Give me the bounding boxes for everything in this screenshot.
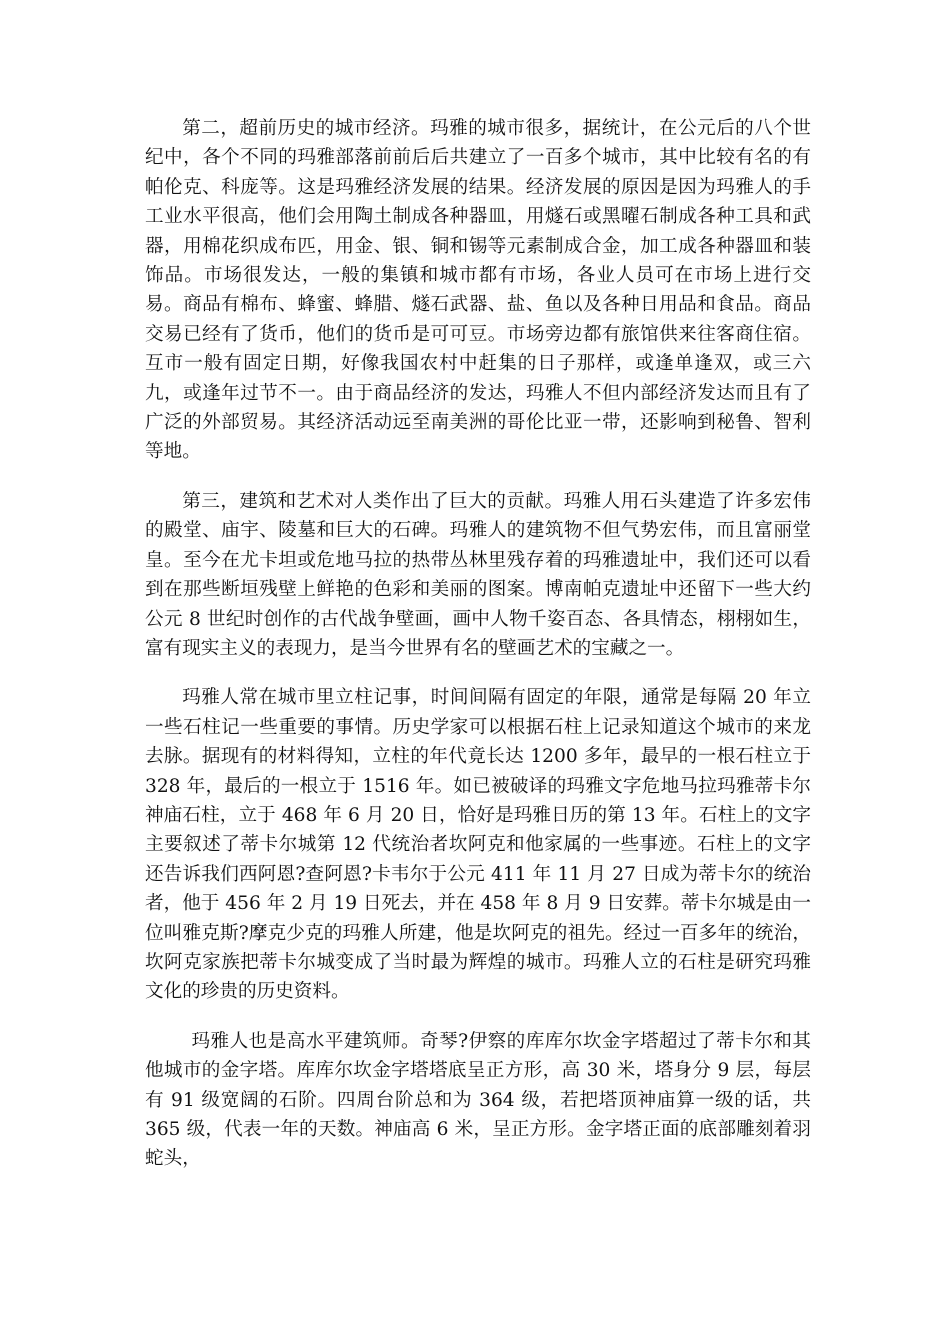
paragraph-architecture-art: 第三，建筑和艺术对人类作出了巨大的贡献。玛雅人用石头建造了许多宏伟的殿堂、庙宇、陵墓和巨大的石碑。玛雅人的建筑物不但气势宏伟，而且富丽堂皇。至今在尤卡坦或危地马拉的热带丛林里残存着的玛雅遗址中，我们还可以看到在那些断垣残壁上鲜艳的色彩和美丽的图案。博南帕克遗址中还留下一些大约公元 8 世纪时创作的古代战争壁画，画中人物千姿百态、各具情态，栩栩如生，富有现实主义的表现力，是当今世界有名的壁画艺术的宝藏之一。	[145, 490, 811, 659]
paragraph-economy: 第二，超前历史的城市经济。玛雅的城市很多，据统计，在公元后的八个世纪中，各个不同的玛雅部落前前后后共建立了一百多个城市，其中比较有名的有帕伦克、科庞等。这是玛雅经济发展的结果。经济发展的原因是因为玛雅人的手工业水平很高，他们会用陶土制成各种器皿，用燧石或黑曜石制成各种工具和武器，用棉花织成布匹，用金、银、铜和锡等元素制成合金，加工成各种器皿和装饰品。市场很发达，一般的集镇和城市都有市场，各业人员可在市场上进行交易。商品有棉布、蜂蜜、蜂腊、燧石武器、盐、鱼以及各种日用品和食品。商品交易已经有了货币，他们的货币是可可豆。市场旁边都有旅馆供来往客商住宿。互市一般有固定日期，好像我国农村中赶集的日子那样，或逢单逢双，或三六九，或逢年过节不一。由于商品经济的发达，玛雅人不但内部经济发达而且有了广泛的外部贸易。其经济活动远至南美洲的哥伦比亚一带，还影响到秘鲁、智利等地。	[145, 118, 811, 463]
document-body	[145, 114, 811, 1194]
paragraph-pyramid: 玛雅人也是高水平建筑师。奇琴?伊察的库库尔坎金字塔超过了蒂卡尔和其他城市的金字塔。库库尔坎金字塔塔底呈正方形，高 30 米，塔身分 9 层，每层有 91 级宽阔的石阶。四周台阶总和为 364 级，若把塔顶神庙算一级的话，共 365 级，代表一年的天数。神庙高 6 米，呈正方形。金字塔正面的底部雕刻着羽蛇头，	[145, 1030, 811, 1170]
paragraph-stone-pillars: 玛雅人常在城市里立柱记事，时间间隔有固定的年限，通常是每隔 20 年立一些石柱记一些重要的事情。历史学家可以根据石柱上记录知道这个城市的来龙去脉。据现有的材料得知，立柱的年代竟长达 1200 多年，最早的一根石柱立于 328 年，最后的一根立于 1516 年。如已被破译的玛雅文字危地马拉玛雅蒂卡尔神庙石柱，立于 468 年 6 月 20 日，恰好是玛雅日历的第 13 年。石柱上的文字主要叙述了蒂卡尔城第 12 代统治者坎阿克和他家属的一些事迹。石柱上的文字还告诉我们西阿恩?查阿恩?卡韦尔于公元 411 年 11 月 27 日成为蒂卡尔的统治者，他于 456 年 2 月 19 日死去，并在 458 年 8 月 9 日安葬。蒂卡尔城是由一位叫雅克斯?摩克少克的玛雅人所建，他是坎阿克的祖先。经过一百多年的统治，坎阿克家族把蒂卡尔城变成了当时最为辉煌的城市。玛雅人立的石柱是研究玛雅文化的珍贵的历史资料。	[145, 687, 811, 1003]
